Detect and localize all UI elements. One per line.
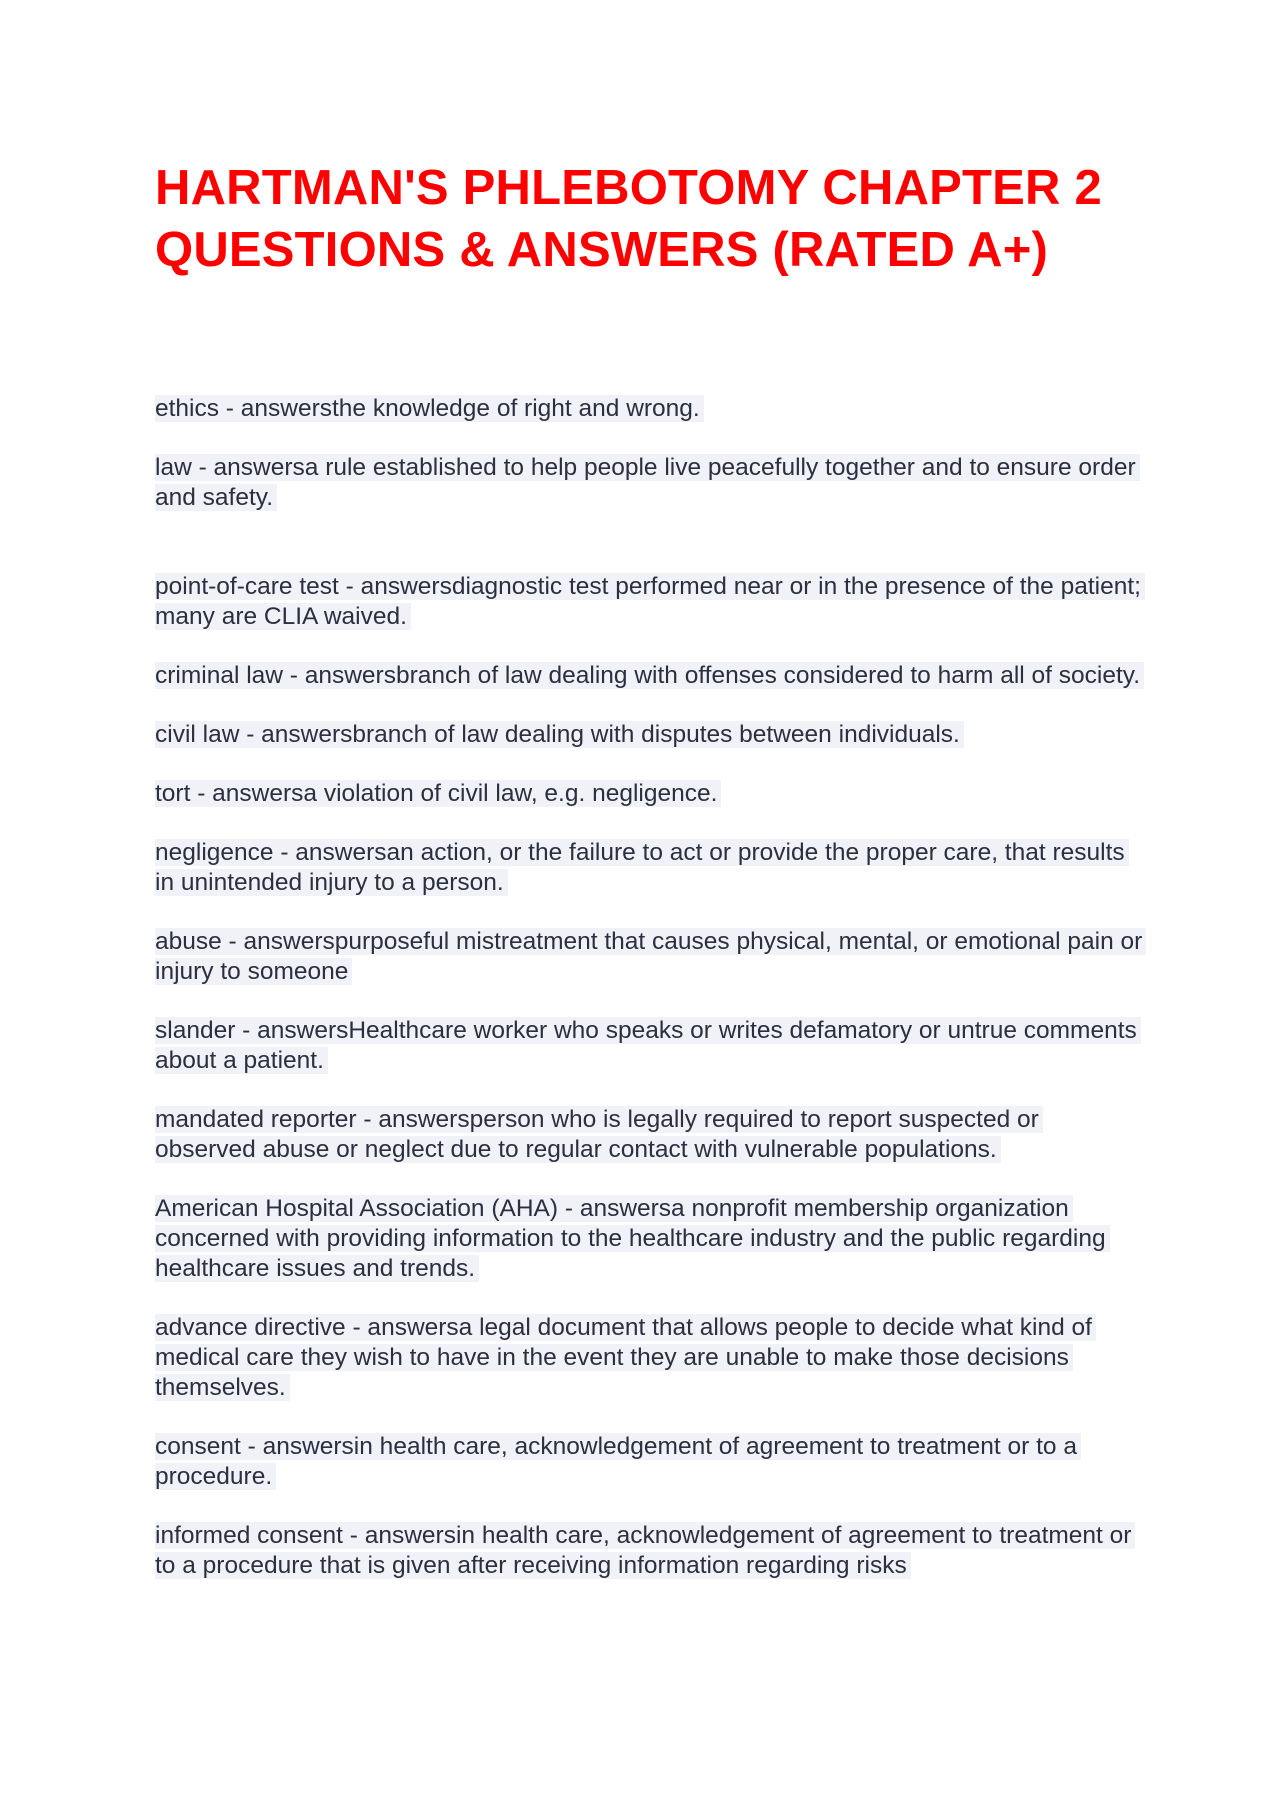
qa-entry [155,1105,1145,1165]
qa-entry [155,779,1145,809]
qa-entry [155,720,1145,750]
qa-entry [155,927,1145,987]
qa-entry-text: abuse - answerspurposeful mistreatment that causes physical, mental, or emotional pain or injury to someone [155,928,1146,985]
qa-entry [155,394,1145,424]
qa-entry-text: mandated reporter - answersperson who is legally required to report suspected or observed abuse or neglect due to regular contact with vulnerable populations. [155,1106,1043,1163]
qa-entry [155,1194,1145,1284]
qa-entry-text: law - answersa rule established to help people live peacefully together and to ensure order and safety. [155,454,1140,511]
qa-entry-text: tort - answersa violation of civil law, e.g. negligence. [155,780,721,807]
qa-entry-text: informed consent - answersin health care, acknowledgement of agreement to treatment or to a procedure that is given after receiving information regarding risks [155,1522,1135,1579]
qa-entry [155,1521,1145,1581]
qa-entry-text: advance directive - answersa legal document that allows people to decide what kind of medical care they wish to have in the event they are unable to make those decisions themselves. [155,1314,1096,1401]
qa-entry [155,661,1145,691]
qa-entry-text: ethics - answersthe knowledge of right and wrong. [155,395,704,422]
qa-entry [155,453,1145,513]
qa-entry [155,572,1145,632]
qa-entry-text: civil law - answersbranch of law dealing with disputes between individuals. [155,721,964,748]
qa-entry [155,838,1145,898]
qa-entry-text: consent - answersin health care, acknowledgement of agreement to treatment or to a procedure. [155,1433,1081,1490]
qa-entry-text: point-of-care test - answersdiagnostic test performed near or in the presence of the patient; many are CLIA waived. [155,573,1145,630]
qa-list [155,394,1145,1610]
qa-entry-text: criminal law - answersbranch of law dealing with offenses considered to harm all of society. [155,662,1144,689]
qa-entry-text: slander - answersHealthcare worker who speaks or writes defamatory or untrue comments about a patient. [155,1017,1141,1074]
qa-entry [155,1313,1145,1403]
document-title: HARTMAN'S PHLEBOTOMY CHAPTER 2 QUESTIONS & ANSWERS (RATED A+) [155,161,1102,277]
qa-entry [155,1016,1145,1076]
qa-entry-text: American Hospital Association (AHA) - answersa nonprofit membership organization concerned with providing information to the healthcare industry and the public regarding healthcare issues and trends. [155,1195,1110,1282]
qa-entry-text: negligence - answersan action, or the failure to act or provide the proper care, that results in unintended injury to a person. [155,839,1129,896]
qa-entry [155,1432,1145,1492]
